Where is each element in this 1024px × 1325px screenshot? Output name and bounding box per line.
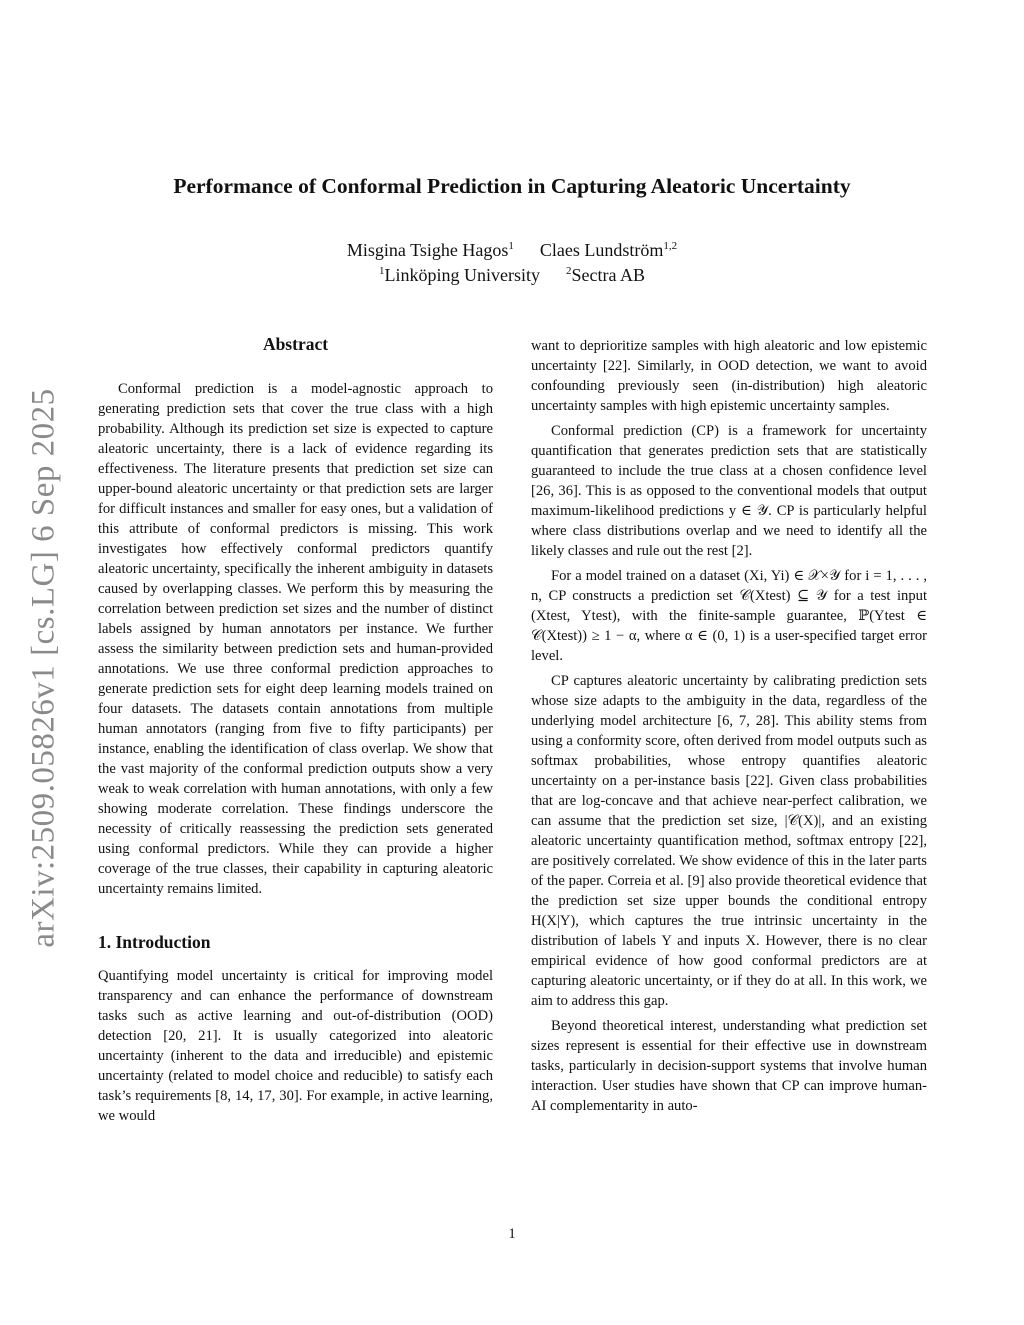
body-paragraph: CP captures aleatoric uncertainty by calibrating prediction sets whose size adapts to the ambiguity in the data, regardless of the underlying model architecture [6, 7, 28]. This ability stems from using a conformity score, often derived from model outputs such as softmax probabilities, whose entropy quantifies aleatoric uncertainty on a per-instance basis [22]. Given class probabilities that are log-concave and that achieve near-perfect calibration, we can assume that the prediction set size, |𝒞(X)|, and an existing aleatoric uncertainty quantification method, softmax entropy [22], are positively correlated. We show evidence of this in the later parts of the paper. Correia et al. [9] also provide theoretical evidence that the prediction set size upper bounds the conditional entropy H(X|Y), which captures the true intrinsic uncertainty in the distribution of labels Y and inputs X. However, there is no clear empirical evidence of how good conformal predictors are at capturing aleatoric uncertainty, or if they do at all. In this work, we aim to address this gap.: [531, 673, 927, 1009]
abstract-heading: Abstract: [262, 334, 329, 354]
arxiv-identifier: arXiv:2509.05826v1 [cs.LG] 6 Sep 2025: [25, 388, 62, 948]
section-heading-introduction: 1. Introduction: [98, 932, 211, 952]
affiliation-list: [0, 265, 1024, 286]
author-name: Misgina Tsighe Hagos: [346, 240, 509, 260]
body-paragraph: Conformal prediction (CP) is a framework for uncertainty quantification that generates prediction sets that are statistically guaranteed to include the true class at a chosen confidence level [26, 36]. This is as opposed to the conventional models that output maximum-likelihood predictions y ∈ 𝒴. CP is particularly helpful where class distributions overlap and we need to identify all the likely classes and rule out the rest [2].: [531, 423, 927, 559]
affiliation-name: Sectra AB: [571, 265, 645, 285]
right-column: [531, 336, 927, 1116]
author-list: [0, 240, 1024, 261]
paper-title: Performance of Conformal Prediction in Capturing Aleatoric Uncertainty: [173, 174, 851, 198]
abstract-text: Conformal prediction is a model-agnostic approach to generating prediction sets that cover the true class with a high probability. Although its prediction set size is expected to capture aleatoric uncertainty, there is a lack of evidence regarding its effectiveness. The literature presents that prediction set size can upper-bound aleatoric uncertainty or that prediction sets are larger for difficult instances and smaller for easy ones, but a validation of this attribute of conformal predictors is missing. This work investigates how effectively conformal predictors quantify aleatoric uncertainty, specifically the inherent ambiguity in datasets caused by overlapping classes. We perform this by measuring the correlation between prediction set sizes and the number of distinct labels assigned by human annotators per instance. We further assess the similarity between prediction sets and human-provided annotations. We use three conformal prediction approaches to generate prediction sets for eight deep learning models trained on four datasets. The datasets contain annotations from multiple human annotators (ranging from five to fifty participants) per instance, enabling the identification of class overlap. We show that the vast majority of the conformal prediction outputs show a very weak to weak correlation with human annotations, with only a few showing moderate correlation. These findings underscore the necessity of critically reassessing the prediction sets generated using conformal predictors. While they can provide a higher coverage of the true classes, their capability in capturing aleatoric uncertainty remains limited.: [98, 381, 493, 897]
author-affiliation-mark: 1: [508, 240, 514, 252]
page-number: 1: [508, 1226, 516, 1242]
body-paragraph: want to deprioritize samples with high aleatoric and low epistemic uncertainty [22]. Similarly, in OOD detection, we want to avoid confounding previously seen (in-distribution) high aleatoric uncertainty samples with high epistemic uncertainty samples.: [531, 338, 927, 414]
affiliation-mark: 2: [566, 265, 572, 277]
author-name: Claes Lundström: [539, 240, 664, 260]
author-affiliation-mark: 1,2: [663, 240, 678, 252]
affiliation-name: Linköping University: [384, 265, 540, 285]
intro-paragraph: Quantifying model uncertainty is critical for improving model transparency and can enhance the performance of downstream tasks such as active learning and out-of-distribution (OOD) detection [20, 21]. It is usually categorized into aleatoric uncertainty (inherent to the data and irreducible) and epistemic uncertainty (related to model choice and reducible) to satisfy each task’s requirements [8, 14, 17, 30]. For example, in active learning, we would: [98, 968, 493, 1124]
body-paragraph: Beyond theoretical interest, understanding what prediction set sizes represent is essential for their effective use in downstream tasks, particularly in decision-support systems that involve human interaction. User studies have shown that CP can improve human-AI complementarity in auto-: [531, 1018, 927, 1114]
left-column: [98, 332, 493, 1126]
affiliation-mark: 1: [379, 265, 385, 277]
body-paragraph: For a model trained on a dataset (Xi, Yi) ∈ 𝒳×𝒴 for i = 1, . . . , n, CP constructs a prediction set 𝒞(Xtest) ⊆ 𝒴 for a test input (Xtest, Ytest), with the finite-sample guarantee, ℙ(Ytest ∈ 𝒞(Xtest)) ≥ 1 − α, where α ∈ (0, 1) is a user-specified target error level.: [531, 568, 927, 664]
